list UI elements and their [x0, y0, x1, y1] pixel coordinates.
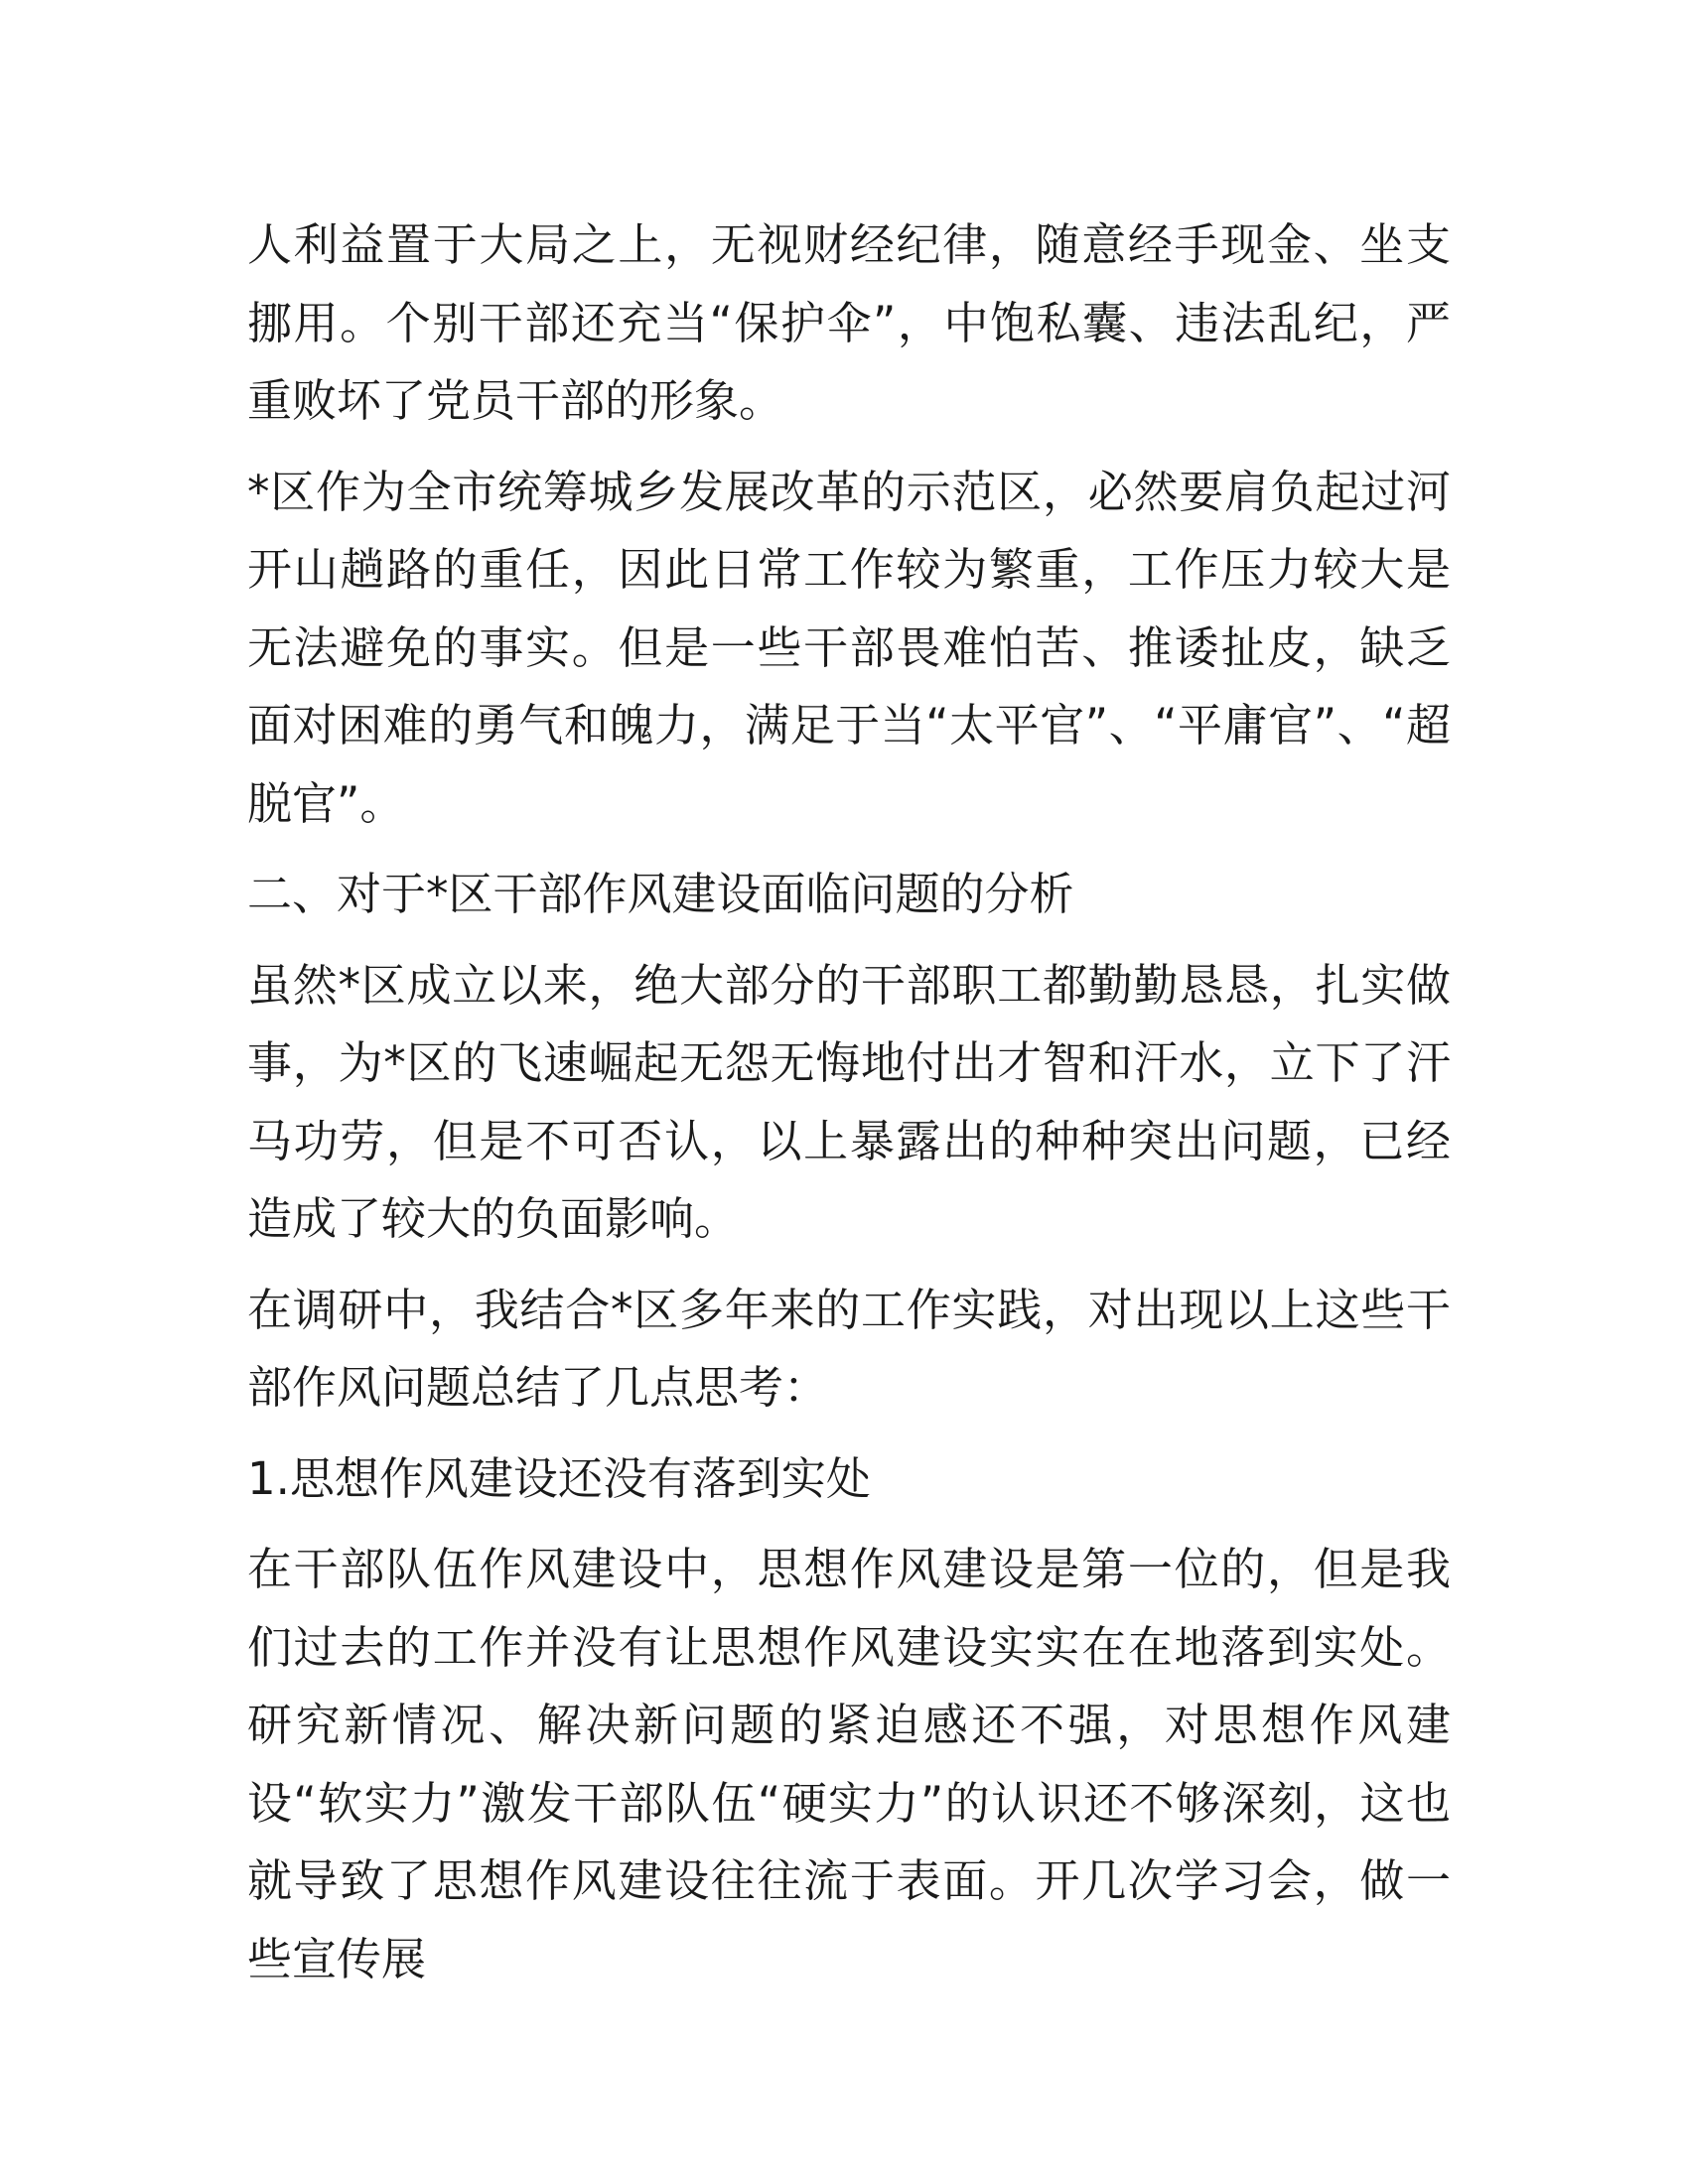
paragraph-1: 人利益置于大局之上，无视财经纪律，随意经手现金、坐支挪用。个别干部还充当“保护伞”，中饱私囊、违法乱纪，严重败坏了党员干部的形象。: [247, 218, 1451, 427]
document-body: [247, 206, 1451, 2011]
paragraph-4: 在调研中，我结合*区多年来的工作实践，对出现以上这些干部作风问题总结了几点思考：: [247, 1283, 1451, 1414]
subsection-heading-1: 1.思想作风建设还没有落到实处: [247, 1451, 871, 1505]
paragraph-2: *区作为全市统筹城乡发展改革的示范区，必然要肩负起过河开山趟路的重任，因此日常工作较为繁重，工作压力较大是无法避免的事实。但是一些干部畏难怕苦、推诿扯皮，缺乏面对困难的勇气和魄力，满足于当“太平官”、“平庸官”、“超脱官”。: [247, 465, 1451, 830]
section-heading-2: 二、对于*区干部作风建设面临问题的分析: [247, 868, 1074, 920]
paragraph-3: 虽然*区成立以来，绝大部分的干部职工都勤勤恳恳，扎实做事，为*区的飞速崛起无怨无悔地付出才智和汗水，立下了汗马功劳，但是不可否认，以上暴露出的种种突出问题，已经造成了较大的负面影响。: [247, 958, 1451, 1245]
paragraph-5: 在干部队伍作风建设中，思想作风建设是第一位的，但是我们过去的工作并没有让思想作风建设实实在在地落到实处。研究新情况、解决新问题的紧迫感还不强，对思想作风建设“软实力”激发干部队伍“硬实力”的认识还不够深刻，这也就导致了思想作风建设往往流于表面。开几次学习会，做一些宣传展: [247, 1543, 1451, 1985]
